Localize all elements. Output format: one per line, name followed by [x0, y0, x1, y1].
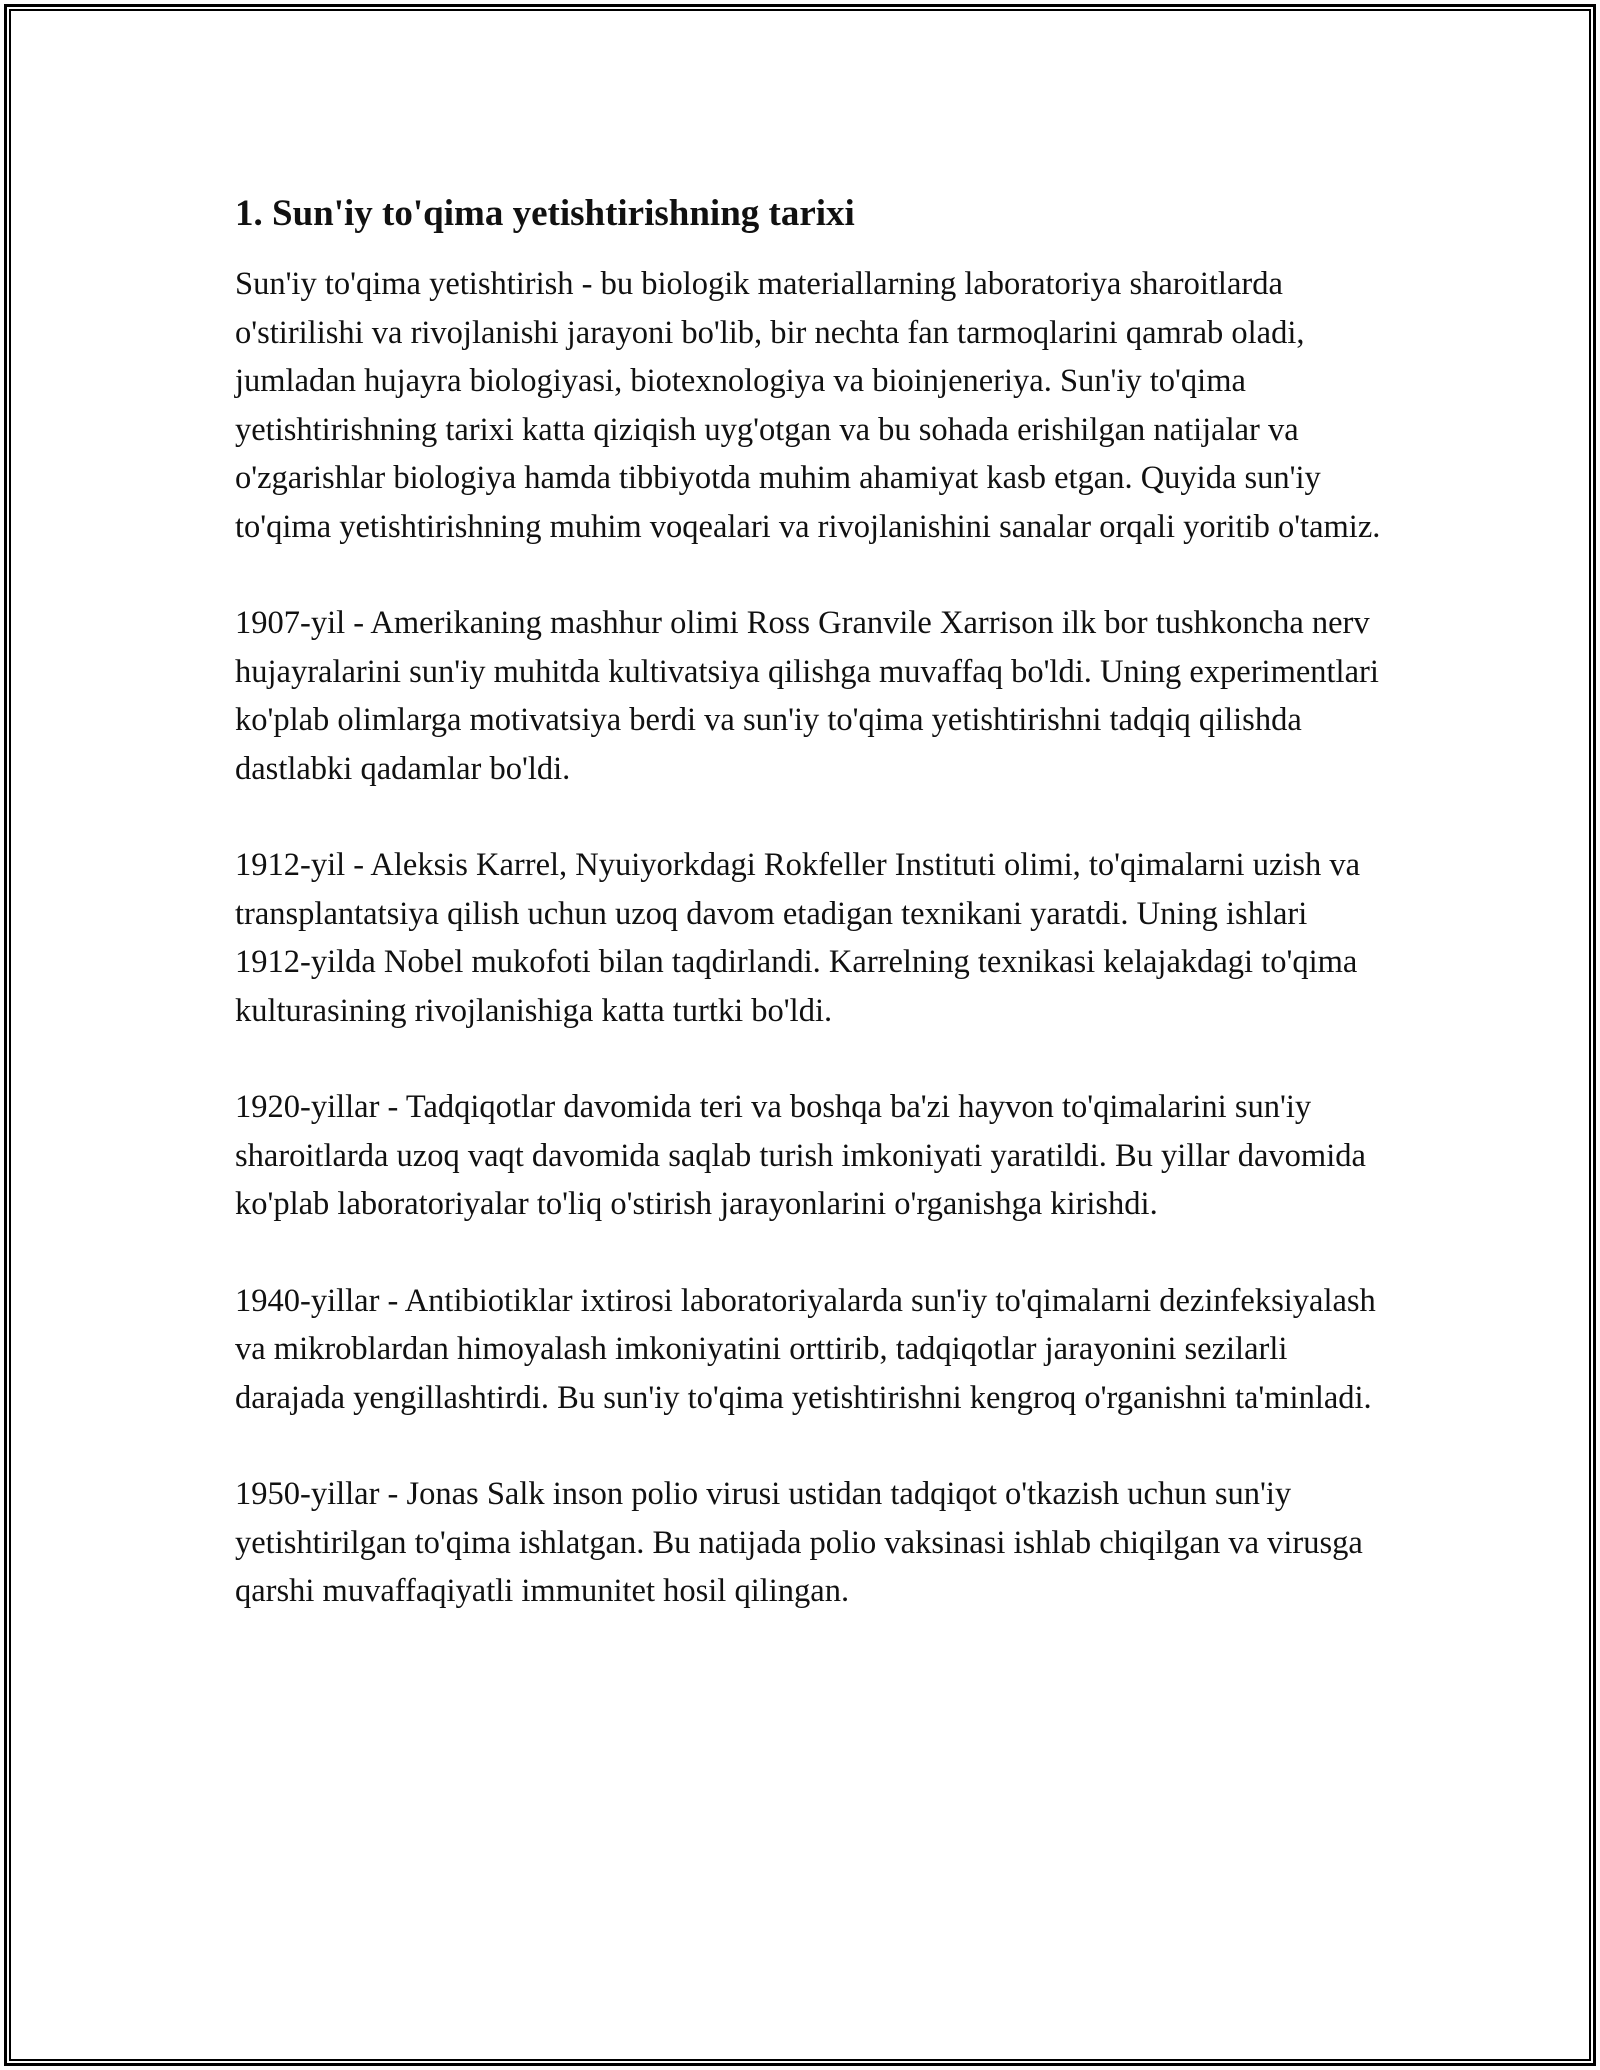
- paragraph-1907: 1907-yil - Amerikaning mashhur olimi Ross Granvile Xarrison ilk bor tushkoncha nerv hujayralarini sun'iy muhitda kultivatsiya qilishga muvaffaq bo'ldi. Uning experimentlari ko'plab olimlarga motivatsiya berdi va sun'iy to'qima yetishtirishni tadqiq qilishda dastlabki qadamlar bo'ldi.: [235, 605, 1379, 787]
- paragraph-1920s: 1920-yillar - Tadqiqotlar davomida teri va boshqa ba'zi hayvon to'qimalarini sun'iy sharoitlarda uzoq vaqt davomida saqlab turish imkoniyati yaratildi. Bu yillar davomida ko'plab laboratoriyalar to'liq o'stirish jarayonlarini o'rganishga kirishdi.: [235, 1089, 1366, 1222]
- paragraph-1940s: 1940-yillar - Antibiotiklar ixtirosi laboratoriyalarda sun'iy to'qimalarni dezinfeksiyalash va mikroblardan himoyalash imkoniyatini orttirib, tadqiqotlar jarayonini sezilarli darajada yengillashtirdi. Bu sun'iy to'qima yetishtirishni kengroq o'rganishni ta'minladi.: [235, 1282, 1376, 1416]
- intro-paragraph: Sun'iy to'qima yetishtirish - bu biologik materiallarning laboratoriya sharoitlarda o'stirilishi va rivojlanishi jarayoni bo'lib, bir nechta fan tarmoqlarini qamrab oladi, jumladan hujayra biologiyasi, biotexnologiya va bioinjeneriya. Sun'iy to'qima yetishtirishning tarixi katta qiziqish uyg'otgan va bu sohada erishilgan natijalar va o'zgarishlar biologiya hamda tibbiyotda muhim ahamiyat kasb etgan. Quyida sun'iy to'qima yetishtirishning muhim voqealari va rivojlanishini sanalar orqali yoritib o'tamiz.: [235, 266, 1381, 545]
- document-body: [235, 190, 1385, 1664]
- section-title: 1. Sun'iy to'qima yetishtirishning tarixi: [235, 193, 855, 234]
- paragraph-1950s: 1950-yillar - Jonas Salk inson polio virusi ustidan tadqiqot o'tkazish uchun sun'iy yetishtirilgan to'qima ishlatgan. Bu natijada polio vaksinasi ishlab chiqilgan va virusga qarshi muvaffaqiyatli immunitet hosil qilingan.: [235, 1476, 1363, 1609]
- paragraph-1912: 1912-yil - Aleksis Karrel, Nyuiyorkdagi Rokfeller Instituti olimi, to'qimalarni uzish va transplantatsiya qilish uchun uzoq davom etadigan texnikani yaratdi. Uning ishlari 1912-yilda Nobel mukofoti bilan taqdirlandi. Karrelning texnikasi kelajakdagi to'qima kulturasining rivojlanishiga katta turtki bo'ldi.: [235, 847, 1361, 1029]
